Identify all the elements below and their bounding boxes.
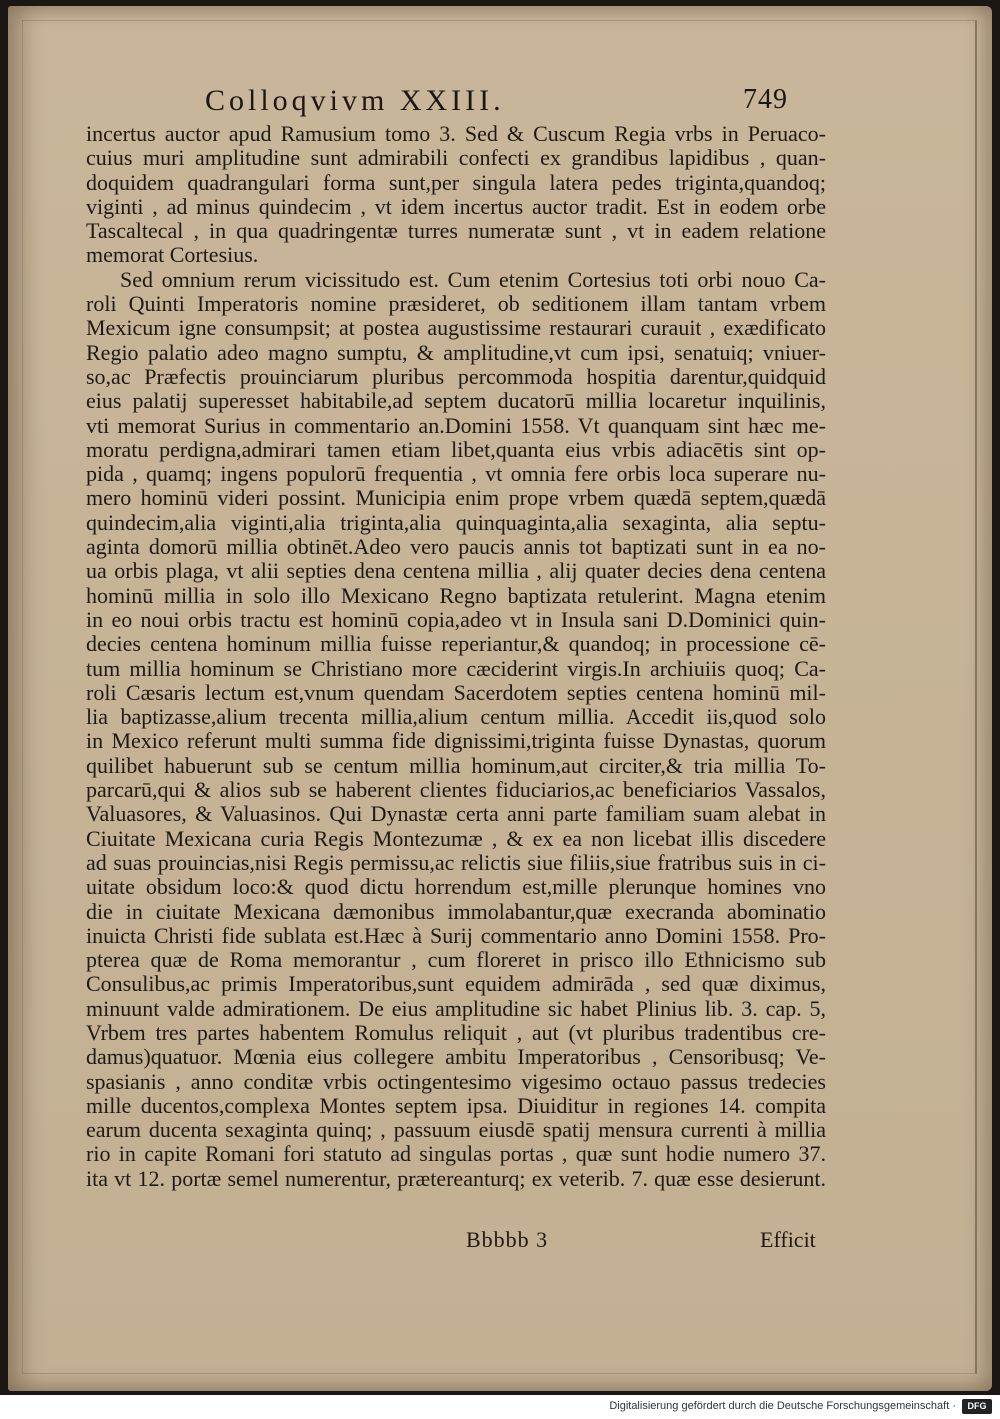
page-number: 749 bbox=[743, 84, 788, 115]
text-line: roli Quinti Imperatoris nomine præsideret, ob seditionem illam tantam vrbem bbox=[86, 292, 826, 317]
text-line: minuunt valde admirationem. De eius amplitudine sic habet Plinius lib. 3. cap. 5, bbox=[86, 996, 826, 1021]
text-line: memorat Cortesius. bbox=[86, 243, 259, 268]
text-line: tum millia hominum se Christiano more cæciderint virgis.In archiuiis quoq; Ca- bbox=[86, 656, 826, 681]
text-line: Mexicum igne consumpsit; at postea augustissime restaurari curauit , exædificato bbox=[86, 316, 826, 341]
text-line: vti memorat Surius in commentario an.Domini 1558. Vt quanquam sint hæc me- bbox=[86, 413, 826, 438]
text-line: viginti , ad minus quindecim , vt idem incertus auctor tradit. Est in eodem orbe bbox=[86, 194, 826, 219]
text-line: ita vt 12. portæ semel numerentur, prætereanturq; ex veterib. 7. quæ esse desierunt. bbox=[86, 1166, 826, 1191]
text-line: Consulibus,ac primis Imperatoribus,sunt equidem admirāda , sed quæ diximus, bbox=[86, 972, 826, 997]
text-line: Sed omnium rerum vicissitudo est. Cum etenim Cortesius toti orbi nouo Ca- bbox=[120, 267, 826, 292]
text-line: mille ducentos,complexa Montes septem ipsa. Diuiditur in regiones 14. compita bbox=[86, 1093, 826, 1118]
text-line: doquidem quadrangulari forma sunt,per singula latera pedes triginta,quandoq; bbox=[86, 170, 826, 195]
text-line: mero hominū videri possint. Municipia enim prope vrbem quædā septem,quædā bbox=[86, 486, 826, 511]
text-line: quilibet habuerunt sub se centum millia hominum,aut circiter,& tria millia To- bbox=[86, 753, 826, 778]
text-line: moratu perdigna,admirari tamen etiam libet,quanta eius vrbis adiacētis sint op- bbox=[86, 437, 826, 462]
text-line: Ciuitate Mexicana curia Regis Montezumæ , & ex ea non licebat illis discedere bbox=[86, 826, 826, 851]
text-line: Tascaltecal , in qua quadringentæ turres numeratæ sunt , vt in eadem relatione bbox=[86, 219, 826, 244]
signature-mark: Bbbbb 3 bbox=[466, 1227, 549, 1252]
running-head: Colloqvivm XXIII. bbox=[205, 84, 505, 117]
text-line: cuius muri amplitudine sunt admirabili confecti ex grandibus lapidibus , quan- bbox=[86, 146, 826, 171]
text-line: uitate obsidum loco:& quod dictu horrendum est,mille plerunque homines vno bbox=[86, 875, 826, 900]
dfg-logo-icon: DFG bbox=[962, 1399, 992, 1414]
text-line: Regio palatio adeo magno sumptu, & amplitudine,vt cum ipsi, senatuiq; vniuer- bbox=[86, 340, 826, 365]
text-line: inuicta Christi fide sublata est.Hæc à Surij commentario anno Domini 1558. Pro- bbox=[86, 923, 826, 948]
text-line: decies centena hominum millia fuisse reperiantur,& quandoq; in processione cē- bbox=[86, 632, 826, 657]
text-line: Valuasores, & Valuasinos. Qui Dynastæ certa anni parte familiam suam alebat in bbox=[86, 802, 826, 827]
text-line: pterea quæ de Roma memorantur , cum floreret in prisco illo Ethnicismo sub bbox=[86, 948, 826, 973]
text-line: roli Cæsaris lectum est,vnum quendam Sacerdotem septies centena hominū mil- bbox=[86, 680, 826, 705]
funding-credit: Digitalisierung gefördert durch die Deutsche Forschungsgemeinschaft · bbox=[609, 1400, 956, 1412]
footer-bar bbox=[0, 1395, 1000, 1419]
text-line: hominū millia in solo illo Mexicano Regno baptizata retulerint. Magna etenim bbox=[86, 583, 826, 608]
text-line: lia baptizasse,alium trecenta millia,alium centum millia. Accedit iis,quod solo bbox=[86, 705, 826, 730]
text-line: earum ducenta sexaginta quinq; , passuum eiusdē spatij mensura currenti à millia bbox=[86, 1118, 826, 1143]
text-line: quindecim,alia viginti,alia triginta,alia quinquaginta,alia sexaginta, alia septu- bbox=[86, 510, 826, 535]
body-text bbox=[86, 122, 826, 1191]
text-line: incertus auctor apud Ramusium tomo 3. Sed & Cuscum Regia vrbs in Peruaco- bbox=[86, 122, 826, 146]
catchword: Efficit bbox=[760, 1227, 816, 1252]
text-line: ua orbis plaga, vt alii septies dena centena millia , alij quater decies dena centena bbox=[86, 559, 826, 584]
text-line: parcarū,qui & alios sub se haberent clientes fiduciarios,ac beneficiarios Vassalos, bbox=[86, 778, 826, 803]
text-line: rio in capite Romani fori statuto ad singulas portas , quæ sunt hodie numero 37. bbox=[86, 1142, 826, 1167]
text-line: Vrbem tres partes habentem Romulus reliquit , aut (vt pluribus tradentibus cre- bbox=[86, 1020, 826, 1045]
text-line: so,ac Præfectis prouinciarum pluribus percommoda hospitia darentur,quidquid bbox=[86, 364, 826, 389]
text-line: aginta domorū millia obtinēt.Adeo vero paucis annis tot baptizati sunt in ea no- bbox=[86, 535, 826, 560]
text-line: in Mexico referunt multi summa fide dignissimi,triginta fuisse Dynastas, quorum bbox=[86, 729, 826, 754]
text-line: damus)quatuor. Mœnia eius collegere ambitu Imperatoribus , Censoribusq; Ve- bbox=[86, 1045, 826, 1070]
text-line: die in ciuitate Mexicana dæmonibus immolabantur,quæ execranda abominatio bbox=[86, 899, 826, 924]
text-line: ad suas prouincias,nisi Regis permissu,ac relictis siue filiis,siue fratribus suis in ci- bbox=[86, 850, 826, 875]
text-line: pida , quamq; ingens populorū frequentia , vt omnia fere orbis loca superare nu- bbox=[86, 462, 826, 487]
text-line: eius palatij superesset habitabile,ad septem ducatorū millia locaretur inquilinis, bbox=[86, 389, 826, 414]
text-line: spasianis , anno conditæ vrbis octingentesimo vigesimo octauo passus tredecies bbox=[86, 1069, 826, 1094]
text-line: in eo noui orbis tractu est hominū copia,adeo vt in Insula sani D.Dominici quin- bbox=[86, 607, 826, 632]
